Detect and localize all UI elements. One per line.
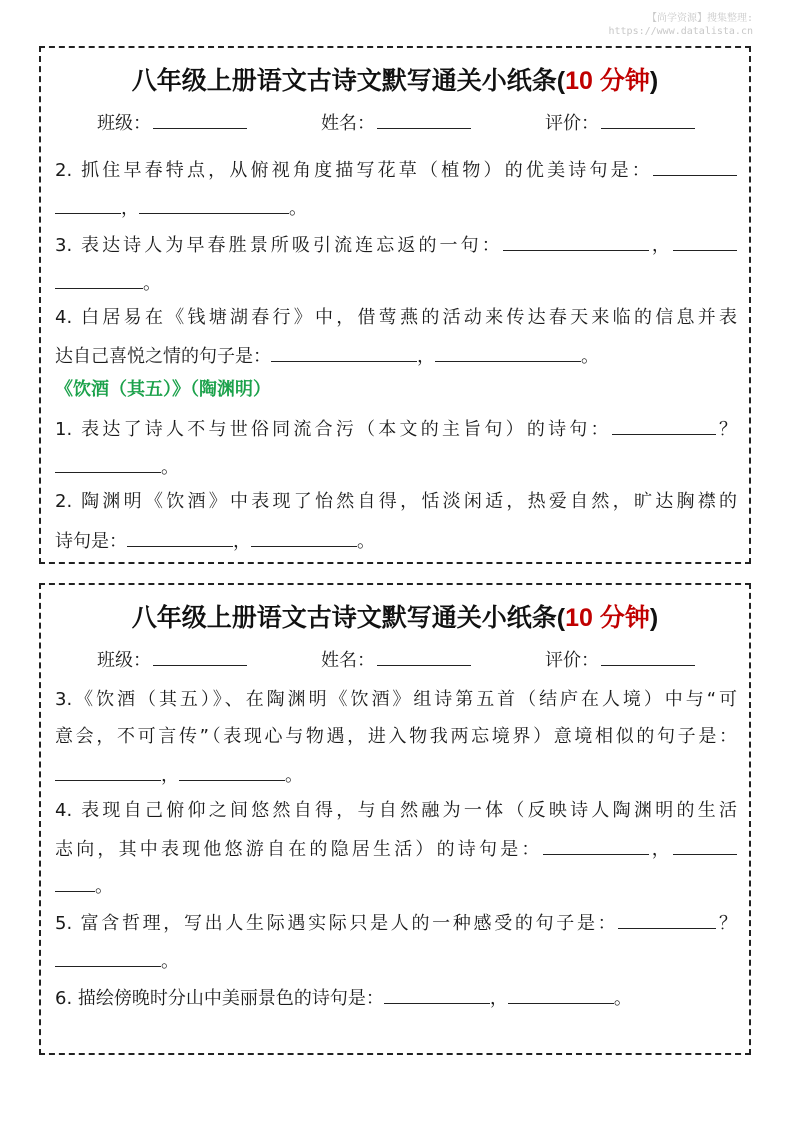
question-mark: ？ [716,913,737,934]
period: 。 [143,273,161,294]
question-text: 5. 富含哲理，写出人生际遇实际只是人的一种感受的句子是： [55,913,619,934]
question-3-line-1 [55,688,737,712]
answer-blank[interactable] [612,416,716,435]
answer-blank[interactable] [384,985,490,1004]
period: 。 [95,876,113,897]
name-label: 姓名： [321,650,375,671]
answer-blank[interactable] [503,232,649,251]
name-field [321,647,471,673]
eval-blank[interactable] [601,647,695,666]
title-close: ) [649,67,659,95]
answer-blank[interactable] [673,836,737,855]
period: 。 [581,346,599,367]
eval-blank[interactable] [601,110,695,129]
question-3-line-2 [55,725,737,749]
question-4-line-2 [55,343,737,367]
period: 。 [289,198,307,219]
title-time: 10 分钟 [565,67,650,95]
answer-blank[interactable] [139,195,289,214]
section-question-1-line-1 [55,416,737,440]
period: 。 [161,457,179,478]
watermark-url: https://www.datalista.cn [608,26,753,37]
period: 。 [161,951,179,972]
answer-blank[interactable] [55,762,161,781]
separator: ， [121,198,139,219]
worksheet-card-1 [39,46,751,564]
question-text: 意会，不可言传”（表现心与物遇，进入物我两忘境界）意境相似的句子是： [55,726,737,747]
answer-blank[interactable] [55,948,161,967]
name-field [321,110,471,136]
class-label: 班级： [97,650,151,671]
question-text: 志向，其中表现他悠游自在的隐居生活）的诗句是： [55,839,543,860]
question-4-line-1 [55,799,737,823]
question-3-line-3 [55,762,737,786]
answer-blank[interactable] [55,454,161,473]
title-close: ) [649,604,659,632]
question-5-line-2 [55,948,737,972]
question-4-line-2 [55,836,737,860]
question-4-line-3 [55,873,737,897]
answer-blank[interactable] [55,873,95,892]
name-blank[interactable] [377,647,471,666]
question-mark: ？ [715,419,737,440]
separator: ， [489,988,508,1009]
separator: ， [161,765,179,786]
answer-blank[interactable] [508,985,614,1004]
section-question-1-line-2 [55,454,737,478]
separator: ， [417,346,435,367]
name-blank[interactable] [377,110,471,129]
title-text: 八年级上册语文古诗文默写通关小纸条( [131,67,566,95]
question-text: 诗句是： [55,531,127,552]
eval-label: 评价： [545,650,599,671]
eval-field [545,647,695,673]
answer-blank[interactable] [179,762,285,781]
eval-label: 评价： [545,113,599,134]
question-text: 3.《饮酒（其五）》、在陶渊明《饮酒》组诗第五首（结庐在人境）中与“可 [55,689,737,710]
worksheet-card-2 [39,583,751,1055]
question-text: 4. 表现自己俯仰之间悠然自得，与自然融为一体（反映诗人陶渊明的生活 [55,800,737,821]
separator: ， [648,235,673,256]
answer-blank[interactable] [55,270,143,289]
question-5-line-1 [55,910,737,934]
student-info-row [41,647,749,671]
title-text: 八年级上册语文古诗文默写通关小纸条( [131,604,566,632]
class-blank[interactable] [153,647,247,666]
question-text: 2. 陶渊明《饮酒》中表现了怡然自得，恬淡闲适，热爱自然，旷达胸襟的 [55,491,737,512]
separator: ， [648,839,674,860]
card-title [41,603,749,633]
question-2-line-1 [55,157,737,181]
watermark [609,12,754,38]
question-2-line-2 [55,195,737,219]
answer-blank[interactable] [271,343,417,362]
period: 。 [357,531,375,552]
question-text: 达自己喜悦之情的句子是： [55,346,271,367]
question-3-line-2 [55,270,737,294]
question-6-line-1 [55,985,737,1009]
answer-blank[interactable] [618,910,716,929]
section-title: 《饮酒（其五）》（陶渊明） [55,379,271,400]
student-info-row [41,110,749,134]
question-text: 3. 表达诗人为早春胜景所吸引流连忘返的一句： [55,235,503,256]
question-text: 4. 白居易在《钱塘湖春行》中，借莺燕的活动来传达春天来临的信息并表 [55,307,737,328]
question-text: 1. 表达了诗人不与世俗同流合污（本文的主旨句）的诗句： [55,419,612,440]
class-field [97,647,247,673]
question-4-line-1 [55,306,737,330]
answer-blank[interactable] [251,528,357,547]
separator: ， [233,531,251,552]
answer-blank[interactable] [55,195,121,214]
watermark-source: 【尚学资源】搜集整理: [646,13,753,24]
answer-blank[interactable] [127,528,233,547]
eval-field [545,110,695,136]
card-title [41,66,749,96]
section-question-2-line-2 [55,528,737,552]
class-field [97,110,247,136]
answer-blank[interactable] [435,343,581,362]
name-label: 姓名： [321,113,375,134]
section-question-2-line-1 [55,490,737,514]
answer-blank[interactable] [653,157,737,176]
period: 。 [613,988,632,1009]
question-3-line-1 [55,232,737,256]
period: 。 [285,765,303,786]
answer-blank[interactable] [673,232,737,251]
class-label: 班级： [97,113,151,134]
question-text: 2. 抓住早春特点，从俯视角度描写花草（植物）的优美诗句是： [55,160,653,181]
question-text: 6. 描绘傍晚时分山中美丽景色的诗句是： [55,988,384,1009]
title-time: 10 分钟 [565,604,650,632]
answer-blank[interactable] [543,836,649,855]
class-blank[interactable] [153,110,247,129]
